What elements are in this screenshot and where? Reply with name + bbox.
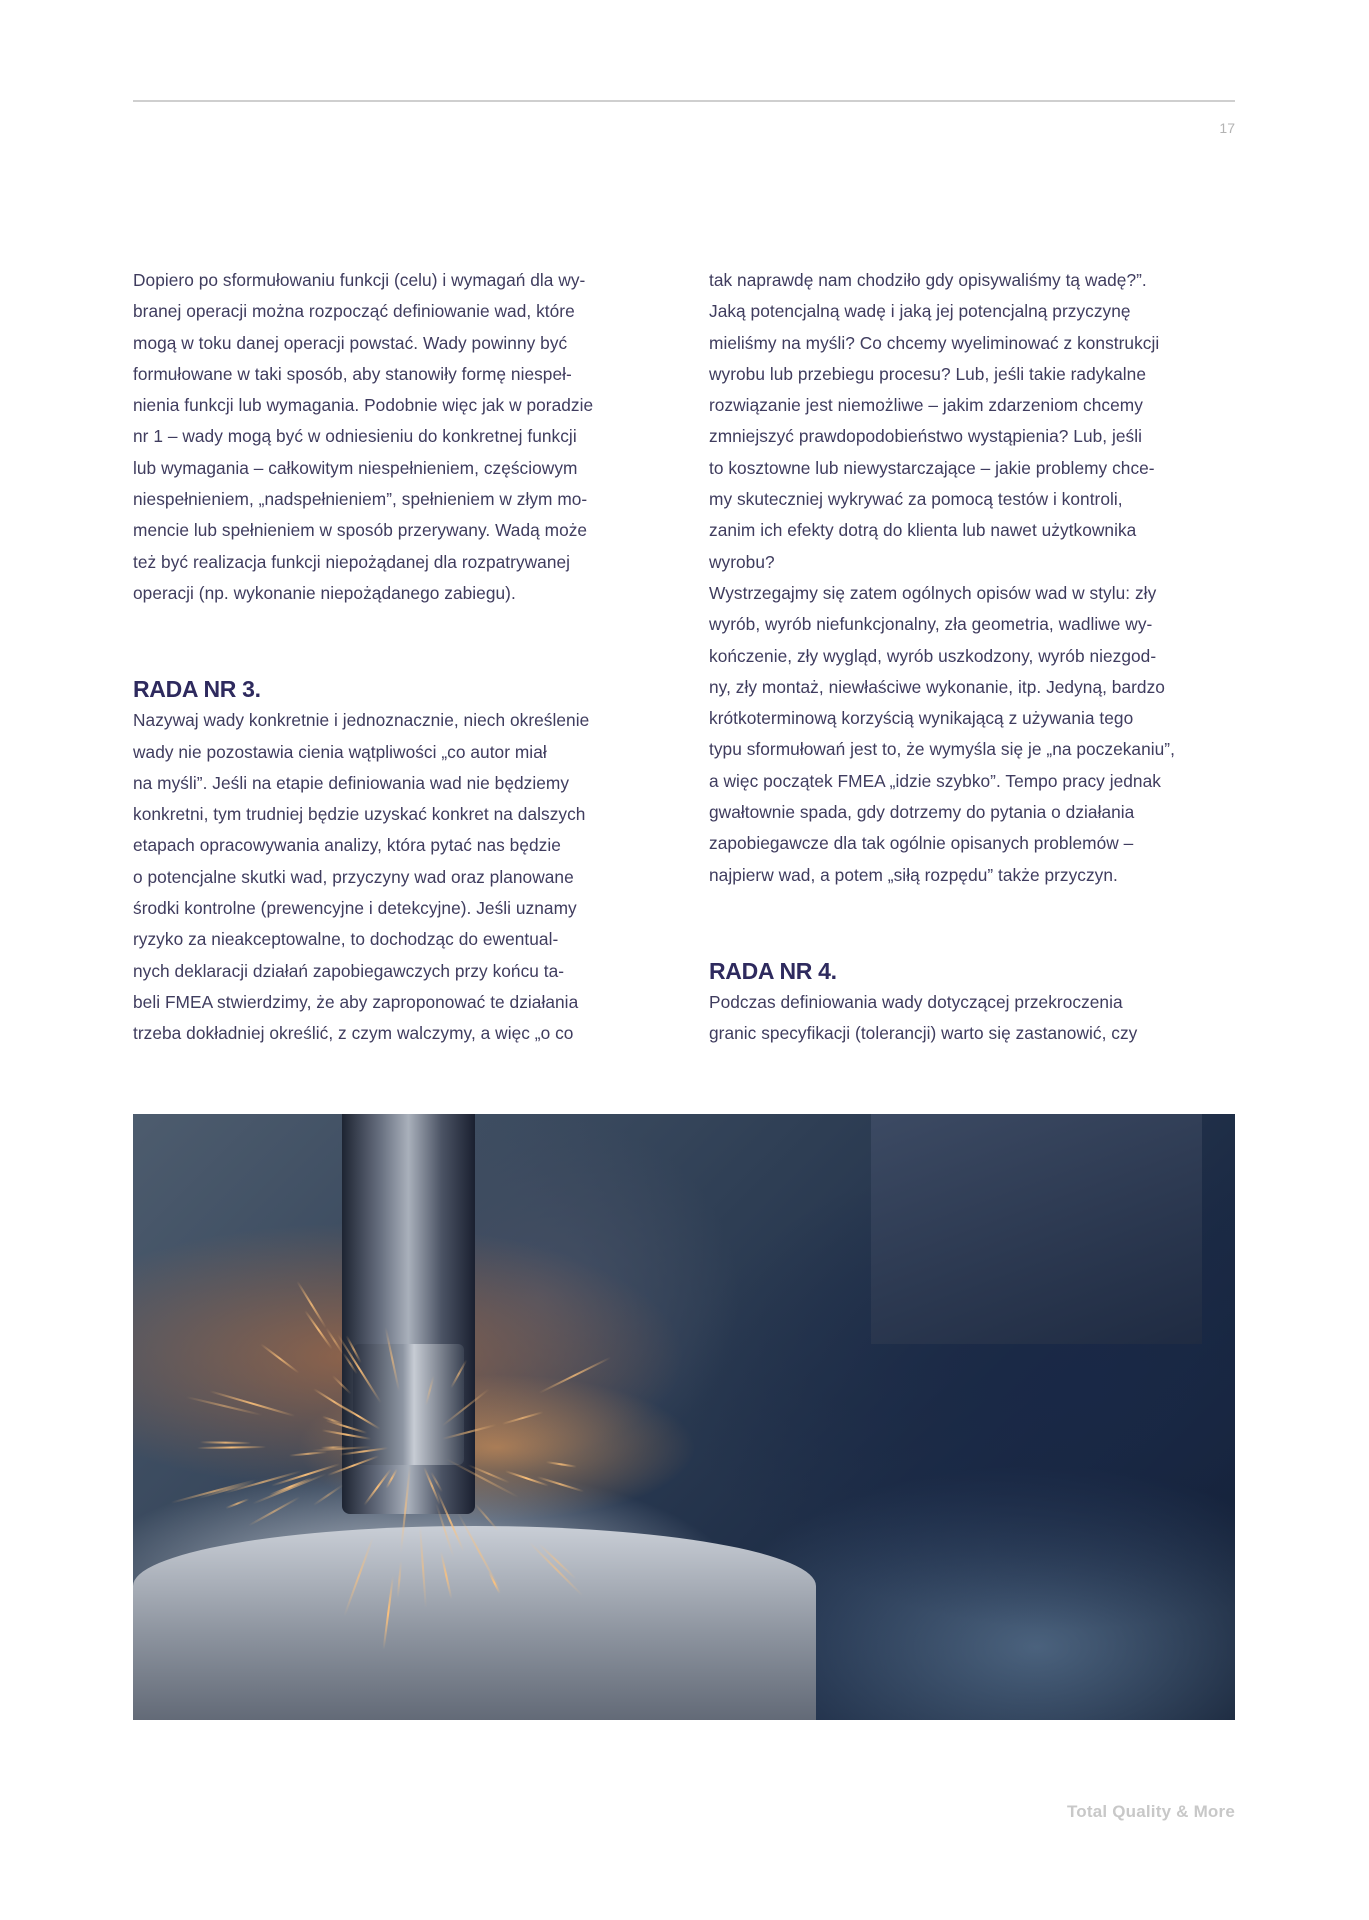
text-line: trzeba dokładniej określić, z czym walczymy, a więc „o co [133,1023,574,1044]
text-line: beli FMEA stwierdzimy, że aby zaproponować te działania [133,991,579,1012]
text-line: formułowane w taki sposób, aby stanowiły formę niespeł- [133,363,572,384]
spark-streak [501,1411,543,1425]
text-line: krótkoterminową korzyścią wynikającą z używania tego [709,708,1134,729]
text-line: zmniejszyć prawdopodobieństwo wystąpienia? Lub, jeśli [709,426,1142,447]
text-line: rozwiązanie jest niemożliwe – jakim zdarzeniom chcemy [709,395,1143,416]
text-line: Dopiero po sformułowaniu funkcji (celu) i wymagań dla wy- [133,270,586,290]
text-line: kończenie, zły wygląd, wyrób uszkodzony, wyrób niezgod- [709,645,1157,666]
text-line: etapach opracowywania analizy, która pytać nas będzie [133,835,561,856]
rada-3-paragraph [133,705,663,1049]
text-line: wady nie pozostawia cienia wątpliwości „co autor miał [133,741,547,762]
text-line: branej operacji można rozpocząć definiowanie wad, które [133,301,575,322]
text-line: mencie lub spełnieniem w sposób przerywany. Wadą może [133,520,588,541]
text-line: ny, zły montaż, niewłaściwe wykonanie, itp. Jedyną, bardzo [709,676,1165,697]
heading-rada-3: RADA NR 3. [133,676,261,703]
text-line: o potencjalne skutki wad, przyczyny wad oraz planowane [133,866,574,887]
text-line: nienia funkcji lub wymagania. Podobnie więc jak w poradzie [133,395,594,416]
text-line: środki kontrolne (prewencyjne i detekcyjne). Jeśli uznamy [133,898,577,919]
text-line: nr 1 – wady mogą być w odniesieniu do konkretnej funkcji [133,426,577,447]
text-line: lub wymagania – całkowitym niespełnieniem, częściowym [133,457,578,478]
text-line: zanim ich efekty dotrą do klienta lub nawet użytkownika [709,520,1137,541]
text-line: my skuteczniej wykrywać za pomocą testów i kontroli, [709,489,1123,510]
spark-streak [289,1451,327,1457]
right-column [709,265,1239,1050]
intro-paragraph [133,265,663,609]
spark-streak [546,1461,577,1468]
section-gap [133,609,663,674]
page-number: 17 [1219,120,1235,136]
text-line: też być realizacja funkcji niepożądanej dla rozpatrywanej [133,551,571,572]
text-line: Jaką potencjalną wadę i jaką jej potencjalną przyczynę [709,301,1131,322]
text-line: Wystrzegajmy się zatem ogólnych opisów wad w stylu: zły [709,582,1157,603]
spark-streak [200,1441,251,1444]
text-line: mogą w toku danej operacji powstać. Wady powinny być [133,332,568,353]
text-line: mieliśmy na myśli? Co chcemy wyeliminować z konstrukcji [709,332,1160,353]
text-line: Nazywaj wady konkretnie i jednoznacznie, niech określenie [133,710,590,731]
text-line: typu sformułowań jest to, że wymyśla się je „na poczekaniu”, [709,739,1175,760]
left-column [133,265,663,1050]
footer-brand: Total Quality & More [1066,1802,1235,1821]
text-line: wyrobu lub przebiegu procesu? Lub, jeśli takie radykalne [709,363,1147,384]
text-line: na myśli”. Jeśli na etapie definiowania wad nie będziemy [133,772,570,793]
text-line: niespełnieniem, „nadspełnieniem”, spełnieniem w złym mo- [133,489,588,510]
text-line: konkretni, tym trudniej będzie uzyskać konkret na dalszych [133,804,586,825]
text-line: tak naprawdę nam chodziło gdy opisywaliśmy tą wadę?”. [709,270,1147,290]
spark-streak [226,1498,250,1509]
spark-streak [539,1357,612,1394]
heading-rada-4: RADA NR 4. [709,957,837,984]
text-line: wyrób, wyrób niefunkcjonalny, zła geometria, wadliwe wy- [709,614,1153,635]
spark-streak [198,1481,255,1499]
rada-4-paragraph [709,987,1239,1050]
text-line: gwałtownie spada, gdy dotrzemy do pytania o działania [709,802,1135,823]
text-line: ryzyko za nieakceptowalne, to dochodząc do ewentual- [133,929,559,950]
text-line: to kosztowne lub niewystarczające – jakie problemy chce- [709,457,1155,478]
continuation-paragraph [709,265,1239,891]
section-gap [709,891,1239,956]
machine-housing [871,1114,1202,1344]
text-line: granic specyfikacji (tolerancji) warto się zastanowić, czy [709,1023,1138,1044]
text-line: nych deklaracji działań zapobiegawczych przy końcu ta- [133,960,565,981]
spark-streak [223,1470,302,1494]
workpiece-plate [133,1526,816,1720]
text-line: zapobiegawcze dla tak ogólnie opisanych problemów – [709,833,1134,854]
header-rule [133,100,1235,102]
spark-streak [185,1396,261,1416]
text-line: najpierw wad, a potem „siłą rozpędu” także przyczyn. [709,864,1118,885]
spark-streak [313,1484,344,1506]
text-line: a więc początek FMEA „idzie szybko”. Tempo pracy jednak [709,770,1161,791]
text-line: operacji (np. wykonanie niepożądanego zabiegu). [133,582,516,603]
text-line: wyrobu? [709,551,775,572]
spark-streak [260,1344,300,1375]
spark-streak [197,1446,266,1449]
cnc-milling-photo [133,1114,1235,1720]
text-line: Podczas definiowania wady dotyczącej przekroczenia [709,991,1123,1012]
